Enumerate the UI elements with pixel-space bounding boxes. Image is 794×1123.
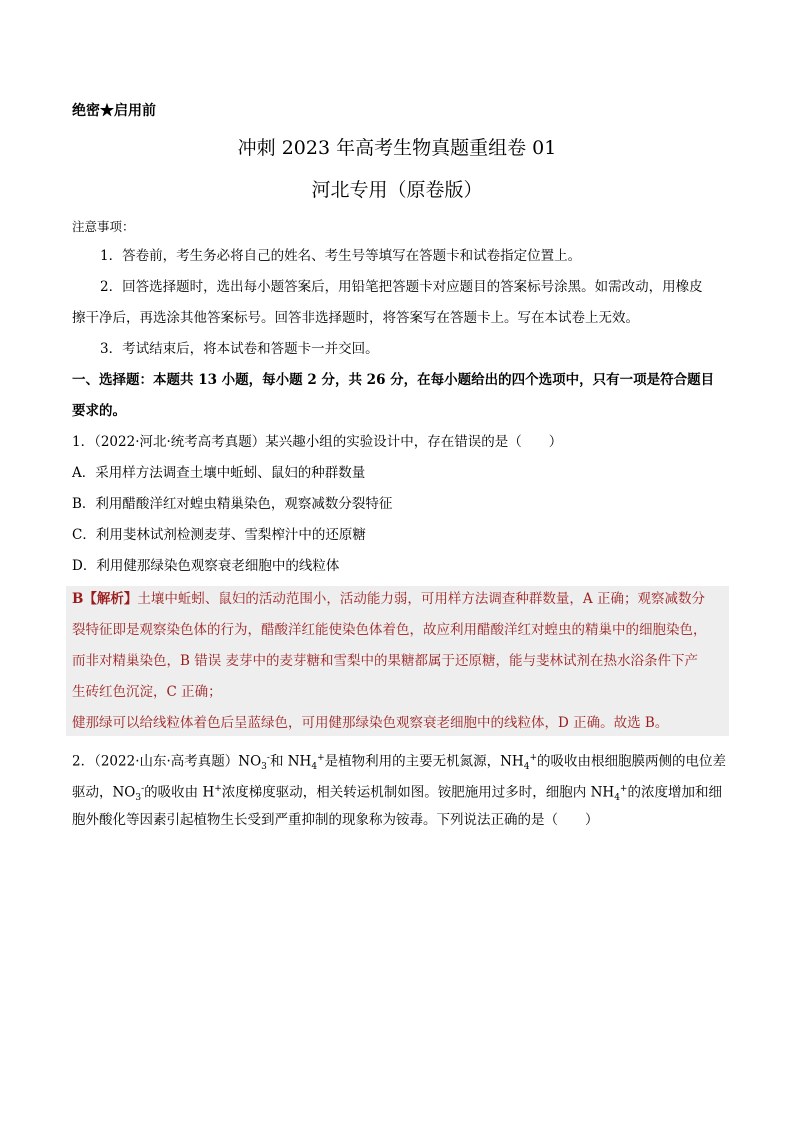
q2-sup: + — [214, 784, 222, 794]
analysis-line-4: 生砖红色沉淀，C 正确； — [72, 684, 222, 700]
analysis-text-1: 土壤中蚯蚓、鼠妇的活动范围小，活动能力弱，可用样方法调查种群数量，A 正确；观察减数分 — [137, 591, 705, 607]
q2-text: 是植物利用的主要无机氮源，NH — [324, 753, 524, 770]
q2-sup: + — [529, 753, 537, 763]
question-1-option-a: A．采用样方法调查土壤中蚯蚓、鼠妇的种群数量 — [72, 465, 366, 481]
q2-sub: 4 — [614, 793, 620, 804]
q2-text: 和 NH — [269, 753, 312, 770]
q2-sup: + — [317, 753, 325, 763]
q2-text: 2．（2022·山东·高考真题）NO — [72, 753, 262, 770]
q2-sup: - — [141, 784, 145, 794]
section-heading-line1: 一、选择题：本题共 13 小题，每小题 2 分，共 26 分，在每小题给出的四个选项中，只有一项是符合题目 — [72, 372, 715, 388]
analysis-line-1 — [72, 584, 727, 614]
q2-sup: - — [266, 753, 270, 763]
exam-title: 冲刺 2023 年高考生物真题重组卷 01 — [237, 137, 557, 159]
analysis-line-2: 裂特征即是观察染色体的行为，醋酸洋红能使染色体着色，故应利用醋酸洋红对蝗虫的精巢中的细胞染色， — [72, 622, 707, 638]
q2-text: 的浓度增加和细 — [627, 784, 722, 801]
q2-sup: + — [619, 784, 628, 794]
q2-text: 的吸收由根细胞膜两侧的电位差 — [537, 753, 726, 770]
notice-item-3: 3．考试结束后，将本试卷和答题卡一并交回。 — [100, 341, 379, 357]
analysis-line-3: 而非对精巢染色，B 错误 麦芽中的麦芽糖和雪梨中的果糖都属于还原糖，能与斐林试剂在热水浴条件下产 — [72, 653, 699, 669]
analysis-line-5: 健那绿可以给线粒体着色后呈蓝绿色，可用健那绿染色观察衰老细胞中的线粒体，D 正确。故选 B。 — [72, 715, 669, 731]
notice-item-2b: 擦干净后，再选涂其他答案标号。回答非选择题时，将答案写在答题卡上。写在本试卷上无效。 — [72, 310, 639, 326]
q2-text: 浓度梯度驱动，相关转运机制如图。铵肥施用过多时，细胞内 NH — [221, 784, 615, 801]
question-2-line-3: 胞外酸化等因素引起植物生长受到严重抑制的现象称为铵毒。下列说法正确的是（ ） — [72, 812, 599, 828]
notice-item-1: 1．答卷前，考生务必将自己的姓名、考生号等填写在答题卡和试卷指定位置上。 — [100, 248, 582, 264]
q2-sub: 4 — [523, 762, 530, 773]
confidential-label: 绝密★启用前 — [72, 103, 156, 119]
notice-item-2a: 2．回答选择题时，选出每小题答案后，用铅笔把答题卡对应题目的答案标号涂黑。如需改动，用橡皮 — [100, 279, 703, 295]
q2-sub: 3 — [261, 762, 267, 773]
q2-sub: 3 — [135, 793, 142, 804]
q2-text: 的吸收由 H — [144, 784, 215, 801]
question-1-option-b: B．利用醋酸洋红对蝗虫精巢染色，观察减数分裂特征 — [72, 496, 393, 512]
q2-text: 驱动，NO — [72, 784, 136, 801]
question-1-option-d: D．利用健那绿染色观察衰老细胞中的线粒体 — [72, 558, 340, 574]
section-heading-line2: 要求的。 — [72, 403, 126, 419]
analysis-tag: B【解析】 — [72, 591, 138, 607]
question-1-option-c: C．利用斐林试剂检测麦芽、雪梨榨汁中的还原糖 — [72, 527, 366, 543]
exam-subtitle: 河北专用（原卷版） — [311, 179, 483, 201]
question-1-stem: 1．（2022·河北·统考高考真题）某兴趣小组的实验设计中，存在错误的是（ ） — [72, 434, 563, 450]
q2-sub: 4 — [311, 762, 318, 773]
notice-heading: 注意事项： — [72, 219, 135, 234]
